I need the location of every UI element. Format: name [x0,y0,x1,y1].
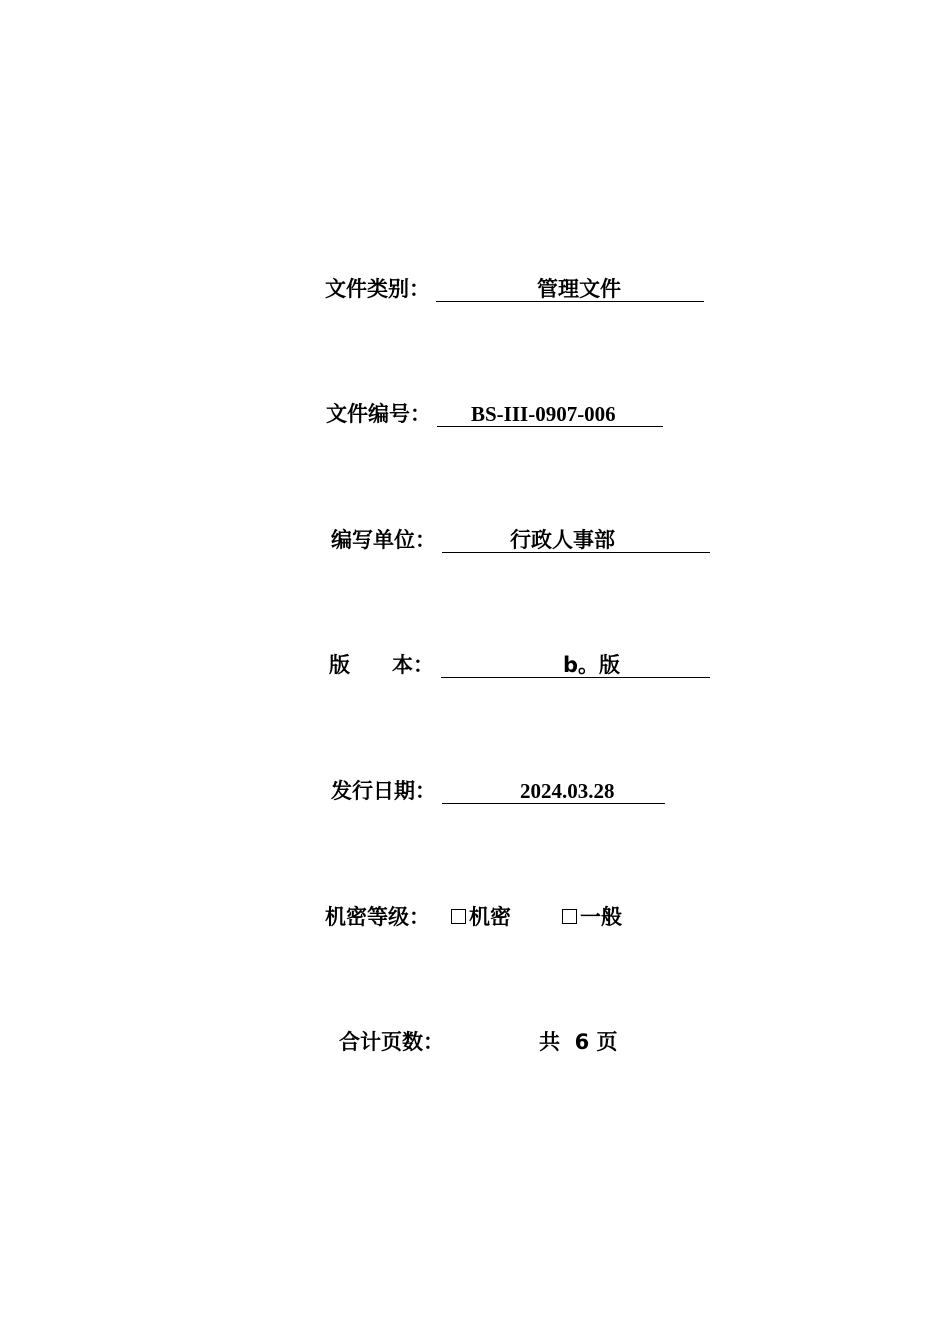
field-category [325,274,725,304]
field-date-value: 2024.03.28 [520,779,615,803]
field-number-value: BS-III-0907-006 [471,402,616,426]
secrecy-confidential-label: 机密 [469,905,511,929]
field-number [326,399,726,429]
field-unit-value: 行政人事部 [510,528,615,552]
field-category-label: 文件类别： [325,277,430,301]
field-version [329,650,729,680]
field-pages-label: 合计页数： [339,1030,444,1054]
field-unit [331,525,731,555]
field-pages-value: 共 6 页 [539,1030,618,1054]
secrecy-general-label: 一般 [580,905,622,929]
field-category-value: 管理文件 [537,277,621,301]
field-date-label: 发行日期： [331,779,436,803]
field-unit-label: 编写单位： [331,528,436,552]
field-secrecy-label: 机密等级： [325,905,430,929]
field-secrecy [325,902,725,932]
field-version-value: b。版 [563,653,621,677]
secrecy-confidential-checkbox[interactable] [451,909,466,924]
field-number-label: 文件编号： [326,402,431,426]
field-version-label: 版 本： [329,653,434,677]
field-date [331,776,731,806]
field-pages [339,1027,739,1057]
secrecy-general-checkbox[interactable] [562,909,577,924]
